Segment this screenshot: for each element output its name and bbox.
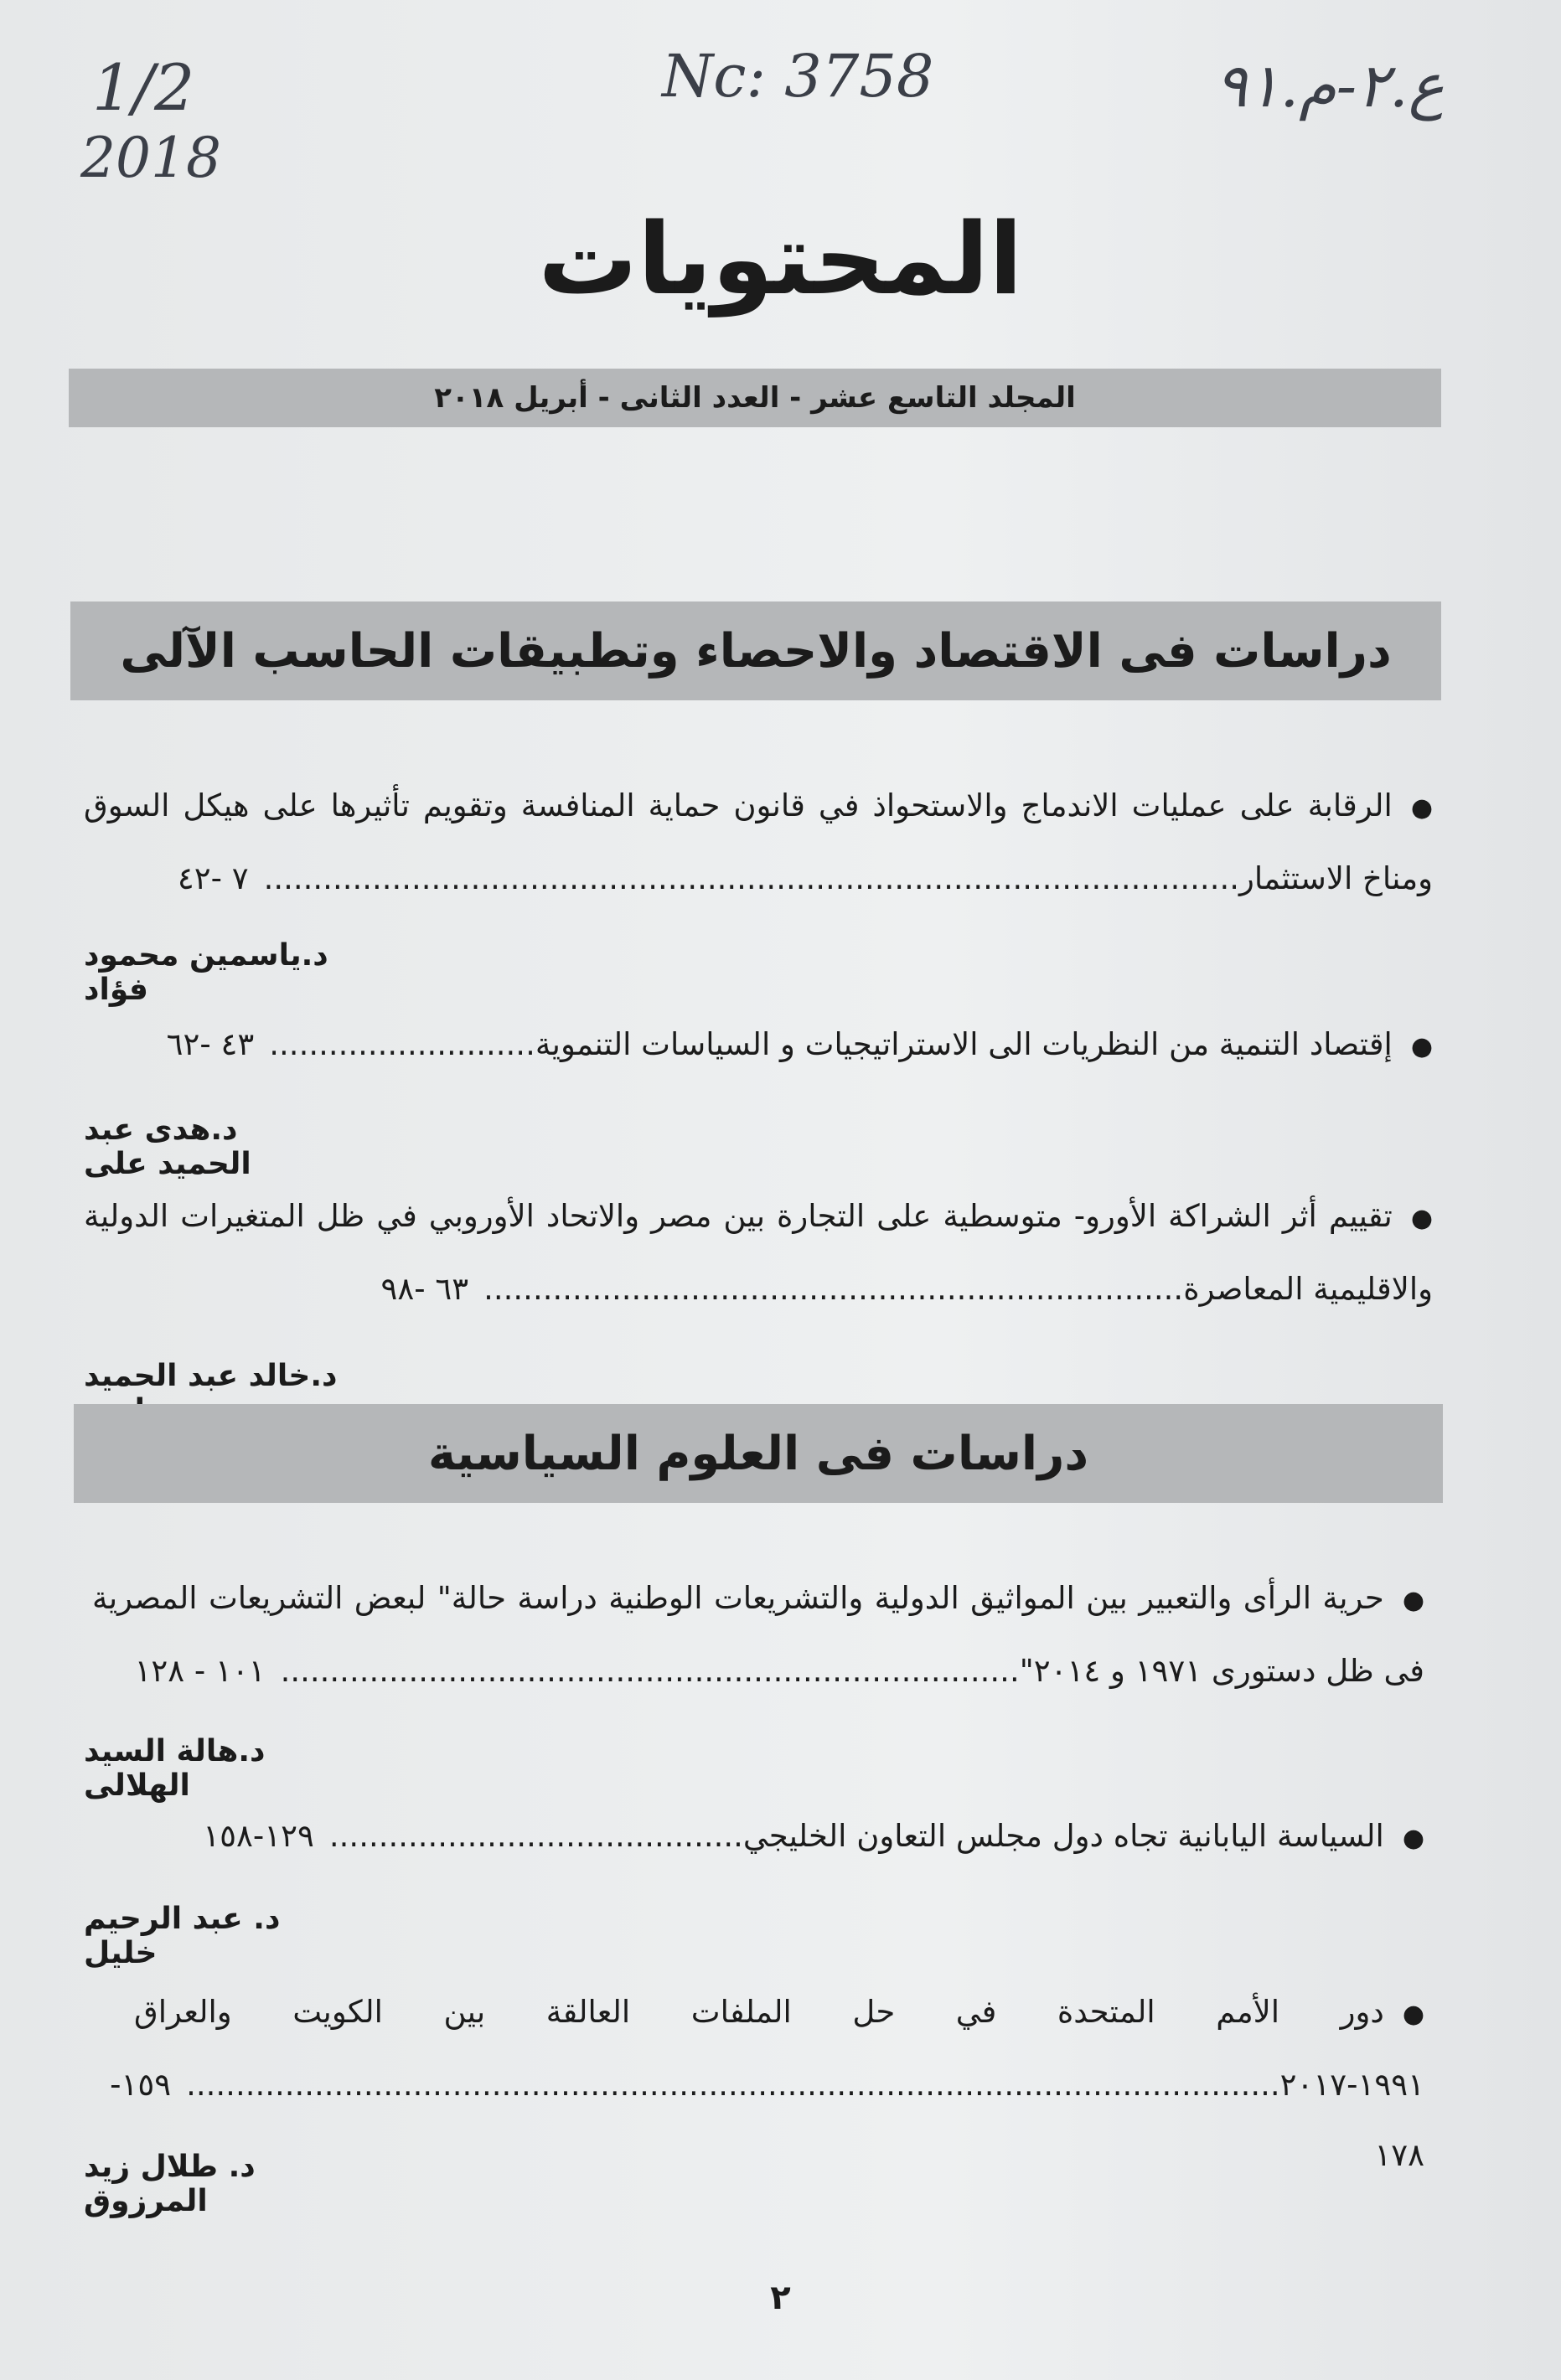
issue-info: المجلد التاسع عشر - العدد الثانى - أبريل ٢٠١٨: [434, 381, 1076, 415]
entry-pages: ٤٣ -٦٢: [166, 1026, 255, 1062]
entry-author: د. عبد الرحيم خليل: [84, 1902, 281, 1970]
entry-title: الرقابة على عمليات الاندماج والاستحواذ في قانون حماية المنافسة وتقويم تأثيرها على هيكل السوق ومناخ الاستثمار: [84, 787, 1433, 896]
entry-title: السياسة اليابانية تجاه دول مجلس التعاون الخليجي: [742, 1818, 1384, 1854]
toc-entry: [126, 1009, 1433, 1082]
bullet-icon: ●: [1402, 1824, 1424, 1853]
entry-pages: ٧ -٤٢: [177, 860, 249, 896]
entry-pages: ٦٣ -٩٨: [380, 1271, 469, 1307]
leader-dots: ..........................................: [328, 1818, 743, 1854]
leader-dots: ...........................: [269, 1026, 535, 1062]
bullet-icon: ●: [1410, 1032, 1433, 1061]
entry-author: د.ياسمين محمود فؤاد: [84, 938, 328, 1007]
entry-title: حرية الرأى والتعبير بين المواثيق الدولية والتشريعات الوطنية دراسة حالة" لبعض التشريعات المصرية فى ظل دستورى ١٩٧١ و ٢٠١٤": [92, 1580, 1424, 1689]
handwritten-note-left-year: 2018: [80, 126, 221, 190]
entry-title: إقتصاد التنمية من النظريات الى الاستراتيجيات و السياسات التنموية: [535, 1026, 1393, 1062]
leader-dots: ...................................................................................................: [263, 860, 1239, 896]
entry-author: د.خالد عبد الحميد: [84, 1359, 338, 1393]
toc-entry: [142, 1801, 1424, 1874]
leader-dots: .......................................................................: [483, 1271, 1184, 1307]
bullet-icon: ●: [1410, 1204, 1433, 1233]
issue-info-band: [69, 369, 1441, 427]
bullet-icon: ●: [1410, 793, 1433, 823]
section-title: دراسات فى الاقتصاد والاحصاء وتطبيقات الحاسب الآلى: [120, 623, 1392, 679]
page-number: ٢: [770, 2279, 791, 2317]
bullet-icon: ●: [1402, 2000, 1424, 2029]
entry-pages: ١٠١ - ١٢٨: [134, 1653, 266, 1689]
entry-author: د.هدى عبد الحميد على: [84, 1113, 251, 1181]
handwritten-note-left-top: 1/2: [92, 50, 195, 125]
toc-entry: [84, 771, 1433, 914]
toc-entry: [92, 1563, 1424, 1706]
page-title: المحتويات: [538, 201, 1023, 317]
section-title: دراسات فى العلوم السياسية: [427, 1426, 1089, 1481]
handwritten-note-center: Nc: 3758: [662, 42, 934, 111]
entry-pages: ١٥٩- ١٧٨: [110, 2067, 1424, 2173]
leader-dots: ...........................................................................: [280, 1653, 1020, 1689]
leader-dots: ...............................................................................................................: [186, 2067, 1280, 2103]
toc-entry: [84, 1181, 1433, 1324]
entry-author: د. طلال زيد المرزوق: [84, 2150, 256, 2218]
entry-title: دور الأمم المتحدة في حل الملفات العالقة بين الكويت والعراق ١٩٩١-٢٠١٧: [134, 1994, 1424, 2103]
entry-title: تقييم أثر الشراكة الأورو- متوسطية على التجارة بين مصر والاتحاد الأوروبي في ظل المتغيرات الدولية والاقليمية المعاصرة: [84, 1198, 1433, 1307]
handwritten-note-right: ع.٢-م.٩١: [1215, 50, 1445, 121]
entry-author: د.هالة السيد الهلالى: [84, 1734, 266, 1803]
bullet-icon: ●: [1402, 1586, 1424, 1615]
section-header-economics: [70, 601, 1441, 700]
section-header-political-science: [74, 1404, 1443, 1503]
entry-pages: ١٢٩-١٥٨: [203, 1818, 314, 1854]
